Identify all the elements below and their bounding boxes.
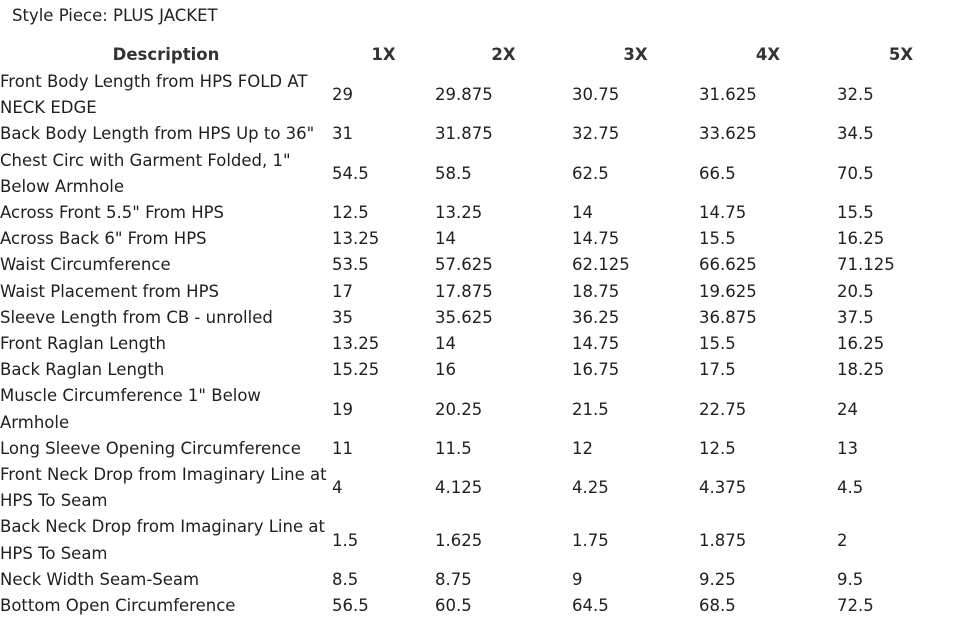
size-value-5x: 13	[837, 438, 858, 458]
row-description: Chest Circ with Garment Folded, 1" Below Armhole	[0, 150, 291, 196]
size-value-2x: 14	[435, 334, 456, 354]
size-value-5x: 37.5	[837, 307, 874, 327]
size-value-5x: 32.5	[837, 85, 874, 105]
size-value-4x: 66.5	[699, 163, 736, 183]
size-value-5x: 2	[837, 530, 848, 550]
size-value-2x: 29.875	[435, 85, 493, 105]
size-value-4x: 66.625	[699, 255, 757, 275]
size-value-5x: 15.5	[837, 203, 874, 223]
table-row	[0, 252, 965, 278]
row-description: Back Raglan Length	[0, 360, 165, 380]
size-value-4x: 12.5	[699, 438, 736, 458]
size-value-4x: 4.375	[699, 478, 747, 498]
size-value-5x: 4.5	[837, 478, 864, 498]
table-row	[0, 148, 965, 200]
size-value-4x: 68.5	[699, 596, 736, 616]
size-value-1x: 12.5	[332, 203, 369, 223]
table-row	[0, 462, 965, 514]
size-value-3x: 12	[572, 438, 593, 458]
row-description: Waist Circumference	[0, 255, 171, 275]
size-value-1x: 54.5	[332, 163, 369, 183]
column-header-2x: 2X	[491, 44, 516, 64]
row-description: Neck Width Seam-Seam	[0, 569, 200, 589]
size-value-5x: 18.25	[837, 360, 885, 380]
size-value-2x: 8.75	[435, 569, 472, 589]
table-row	[0, 357, 965, 383]
size-value-4x: 33.625	[699, 124, 757, 144]
size-value-1x: 19	[332, 399, 353, 419]
table-row	[0, 279, 965, 305]
size-value-1x: 13.25	[332, 229, 380, 249]
size-value-3x: 14.75	[572, 229, 620, 249]
row-description: Back Neck Drop from Imaginary Line at HPS To Seam	[0, 517, 325, 563]
row-description: Back Body Length from HPS Up to 36"	[0, 124, 315, 144]
table-row	[0, 593, 965, 619]
size-value-4x: 31.625	[699, 85, 757, 105]
table-row	[0, 121, 965, 147]
size-value-4x: 17.5	[699, 360, 736, 380]
table-row	[0, 383, 965, 435]
size-value-3x: 62.5	[572, 163, 609, 183]
size-value-3x: 9	[572, 569, 583, 589]
size-value-3x: 16.75	[572, 360, 620, 380]
column-header-5x: 5X	[888, 44, 914, 64]
size-value-1x: 17	[332, 281, 353, 301]
size-value-3x: 32.75	[572, 124, 620, 144]
size-value-2x: 31.875	[435, 124, 493, 144]
table-row	[0, 436, 965, 462]
size-value-3x: 21.5	[572, 399, 609, 419]
size-value-4x: 22.75	[699, 399, 747, 419]
size-value-2x: 17.875	[435, 281, 493, 301]
table-row	[0, 567, 965, 593]
size-value-1x: 4	[332, 478, 343, 498]
size-value-1x: 31	[332, 124, 353, 144]
row-description: Front Raglan Length	[0, 334, 166, 354]
table-row	[0, 200, 965, 226]
size-value-3x: 36.25	[572, 307, 620, 327]
size-value-5x: 24	[837, 399, 858, 419]
size-value-5x: 72.5	[837, 596, 874, 616]
size-value-3x: 14	[572, 203, 593, 223]
size-value-5x: 20.5	[837, 281, 874, 301]
size-value-1x: 1.5	[332, 530, 359, 550]
size-value-4x: 14.75	[699, 203, 747, 223]
size-value-2x: 14	[435, 229, 456, 249]
size-value-1x: 8.5	[332, 569, 359, 589]
row-description: Muscle Circumference 1" Below Armhole	[0, 386, 261, 432]
column-header-3x: 3X	[623, 44, 648, 64]
table-row	[0, 514, 965, 566]
size-value-4x: 15.5	[699, 229, 736, 249]
size-value-1x: 13.25	[332, 334, 380, 354]
size-value-4x: 1.875	[699, 530, 747, 550]
row-description: Front Neck Drop from Imaginary Line at HPS To Seam	[0, 465, 327, 511]
size-value-3x: 62.125	[572, 255, 630, 275]
size-value-2x: 20.25	[435, 399, 483, 419]
row-description: Front Body Length from HPS FOLD AT NECK EDGE	[0, 72, 308, 118]
row-description: Bottom Open Circumference	[0, 596, 236, 616]
column-header-description: Description	[112, 44, 220, 64]
size-value-5x: 16.25	[837, 334, 885, 354]
column-header-4x: 4X	[755, 44, 781, 64]
size-value-3x: 14.75	[572, 334, 620, 354]
size-value-3x: 18.75	[572, 281, 620, 301]
size-value-2x: 16	[435, 360, 456, 380]
measurement-table	[0, 41, 965, 619]
size-value-3x: 1.75	[572, 530, 609, 550]
size-value-2x: 58.5	[435, 163, 472, 183]
size-value-1x: 56.5	[332, 596, 369, 616]
size-value-3x: 4.25	[572, 478, 609, 498]
size-value-1x: 11	[332, 438, 353, 458]
size-value-1x: 35	[332, 307, 353, 327]
size-value-2x: 60.5	[435, 596, 472, 616]
size-value-2x: 35.625	[435, 307, 493, 327]
size-value-5x: 70.5	[837, 163, 874, 183]
table-row	[0, 305, 965, 331]
table-row	[0, 69, 965, 121]
size-value-1x: 53.5	[332, 255, 369, 275]
row-description: Long Sleeve Opening Circumference	[0, 438, 301, 458]
size-value-2x: 13.25	[435, 203, 483, 223]
size-value-3x: 64.5	[572, 596, 609, 616]
row-description: Across Front 5.5" From HPS	[0, 203, 225, 223]
size-value-2x: 57.625	[435, 255, 493, 275]
size-value-5x: 9.5	[837, 569, 864, 589]
size-value-2x: 11.5	[435, 438, 472, 458]
table-row	[0, 331, 965, 357]
page-title: Style Piece: PLUS JACKET	[12, 6, 218, 25]
size-value-2x: 4.125	[435, 478, 483, 498]
size-value-5x: 34.5	[837, 124, 874, 144]
row-description: Sleeve Length from CB - unrolled	[0, 307, 273, 327]
size-value-5x: 71.125	[837, 255, 895, 275]
size-value-4x: 9.25	[699, 569, 736, 589]
row-description: Waist Placement from HPS	[0, 281, 220, 301]
size-value-5x: 16.25	[837, 229, 885, 249]
column-header-1x: 1X	[371, 44, 396, 64]
size-value-4x: 15.5	[699, 334, 736, 354]
row-description: Across Back 6" From HPS	[0, 229, 207, 249]
size-value-1x: 15.25	[332, 360, 380, 380]
size-value-4x: 19.625	[699, 281, 757, 301]
size-value-4x: 36.875	[699, 307, 757, 327]
size-value-1x: 29	[332, 85, 353, 105]
size-value-3x: 30.75	[572, 85, 620, 105]
table-row	[0, 226, 965, 252]
size-value-2x: 1.625	[435, 530, 483, 550]
table-header-row	[0, 41, 965, 69]
